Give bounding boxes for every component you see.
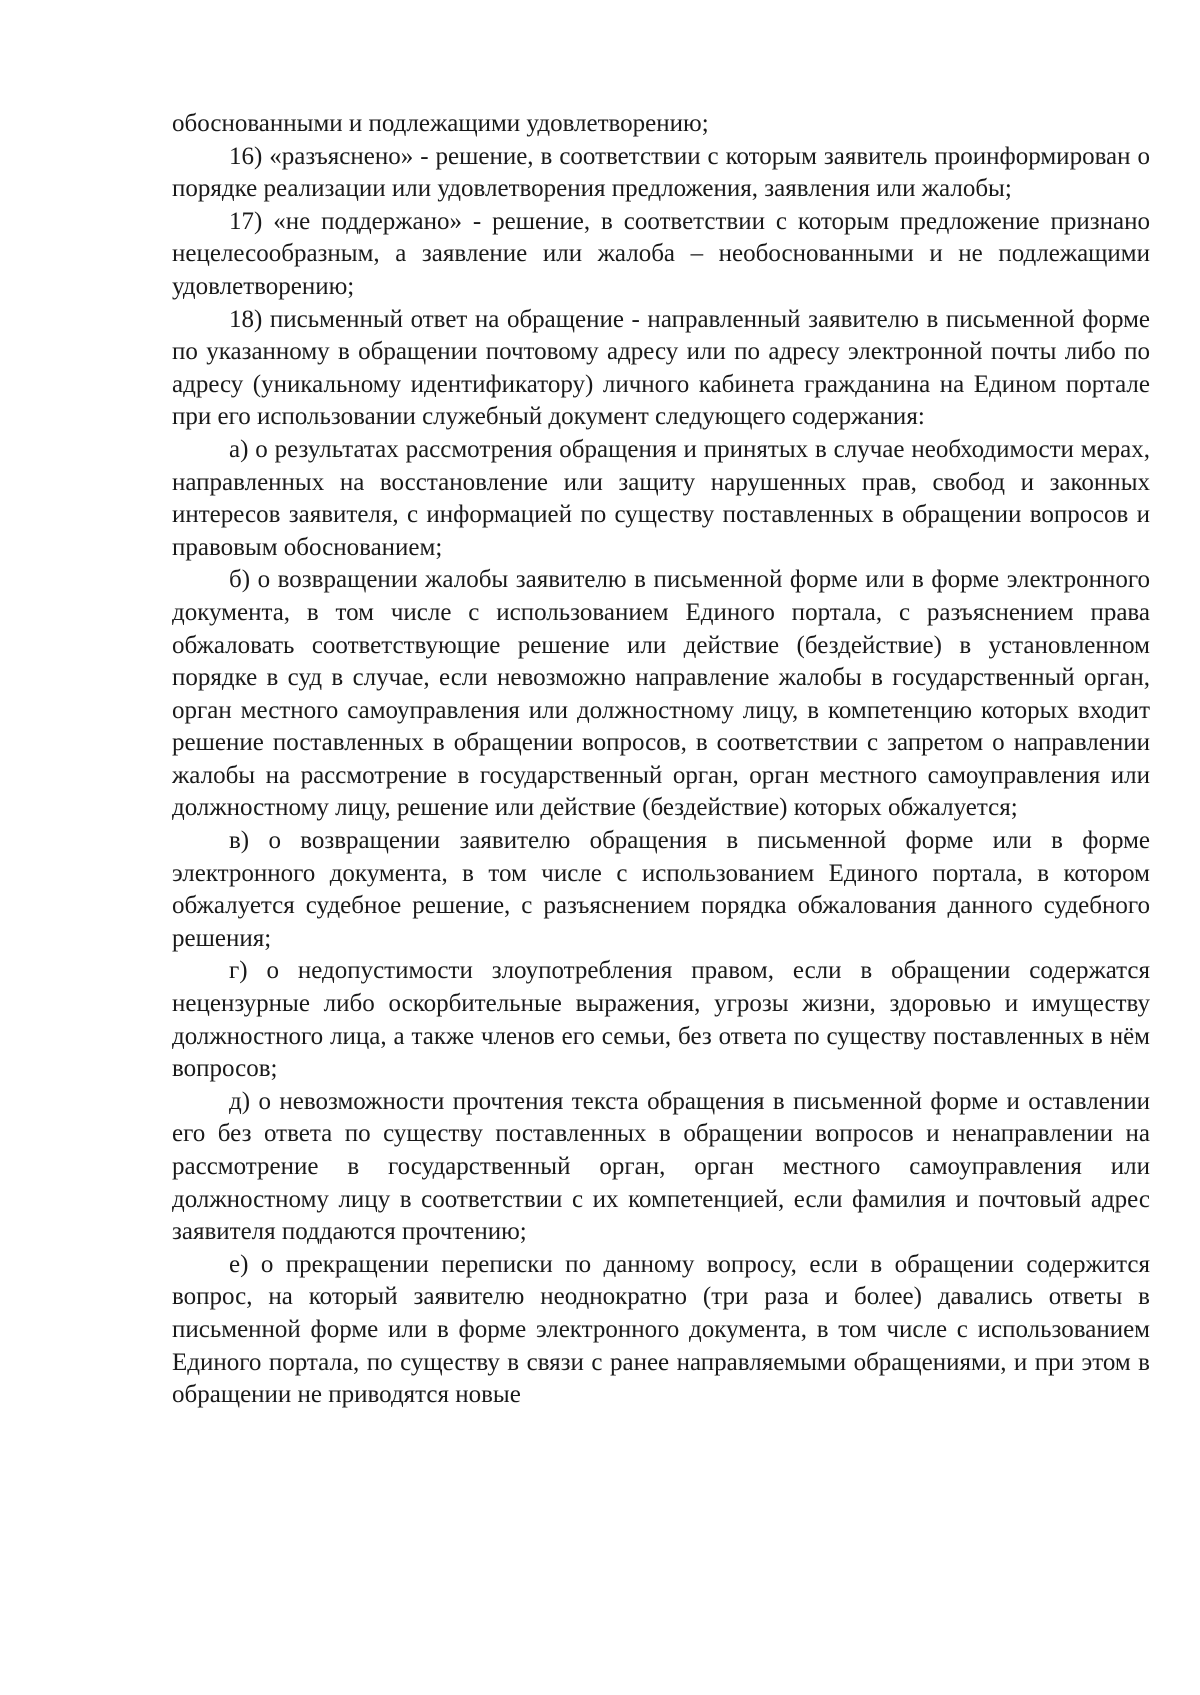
paragraph-subitem-b: б) о возвращении жалобы заявителю в письменной форме или в форме электронного документа, в том числе с использованием Единого портала, с разъяснением права обжаловать соответствующие решение или действие (бездействие) в установленном порядке в суд в случае, если невозможно направление жалобы в государственный орган, орган местного самоуправления или должностному лицу, в компетенцию которых входит решение поставленных в обращении вопросов, в соответствии с запретом о направлении жалобы на рассмотрение в государственный орган, орган местного самоуправления или должностному лицу, решение или действие (бездействие) которых обжалуется; xyxy=(172,566,1150,822)
paragraph-continuation: обоснованными и подлежащими удовлетворению; xyxy=(172,110,709,137)
paragraph-item-18: 18) письменный ответ на обращение - направленный заявителю в письменной форме по указанному в обращении почтовому адресу или по адресу электронной почты либо по адресу (уникальному идентификатору) личного кабинета гражданина на Едином портале при его использовании служебный документ следующего содержания: xyxy=(172,305,1150,431)
paragraph-item-16: 16) «разъяснено» - решение, в соответствии с которым заявитель проинформирован о порядке реализации или удовлетворения предложения, заявления или жалобы; xyxy=(172,142,1150,203)
paragraph-subitem-d: д) о невозможности прочтения текста обращения в письменной форме и оставлении его без ответа по существу поставленных в обращении вопросов и ненаправлении на рассмотрение в государственный орган, орган местного самоуправления или должностному лицу в соответствии с их компетенцией, если фамилия и почтовый адрес заявителя поддаются прочтению; xyxy=(172,1087,1150,1246)
paragraph-item-17: 17) «не поддержано» - решение, в соответствии с которым предложение признано нецелесообразным, а заявление или жалоба – необоснованными и не подлежащими удовлетворению; xyxy=(172,207,1150,300)
paragraph-subitem-e: е) о прекращении переписки по данному вопросу, если в обращении содержится вопрос, на который заявителю неоднократно (три раза и более) давались ответы в письменной форме или в форме электронного документа, в том числе с использованием Единого портала, по существу в связи с ранее направляемыми обращениями, и при этом в обращении не приводятся новые xyxy=(172,1250,1150,1409)
document-body xyxy=(172,108,1150,1412)
paragraph-subitem-v: в) о возвращении заявителю обращения в письменной форме или в форме электронного документа, в том числе с использованием Единого портала, в котором обжалуется судебное решение, с разъяснением порядка обжалования данного судебного решения; xyxy=(172,827,1150,952)
paragraph-subitem-a: а) о результатах рассмотрения обращения и принятых в случае необходимости мерах, направленных на восстановление или защиту нарушенных прав, свобод и законных интересов заявителя, с информацией по существу поставленных в обращении вопросов и правовым обоснованием; xyxy=(172,435,1150,561)
paragraph-subitem-g: г) о недопустимости злоупотребления правом, если в обращении содержатся нецензурные либо оскорбительные выражения, угрозы жизни, здоровью и имуществу должностного лица, а также членов его семьи, без ответа по существу поставленных в нём вопросов; xyxy=(172,957,1150,1083)
